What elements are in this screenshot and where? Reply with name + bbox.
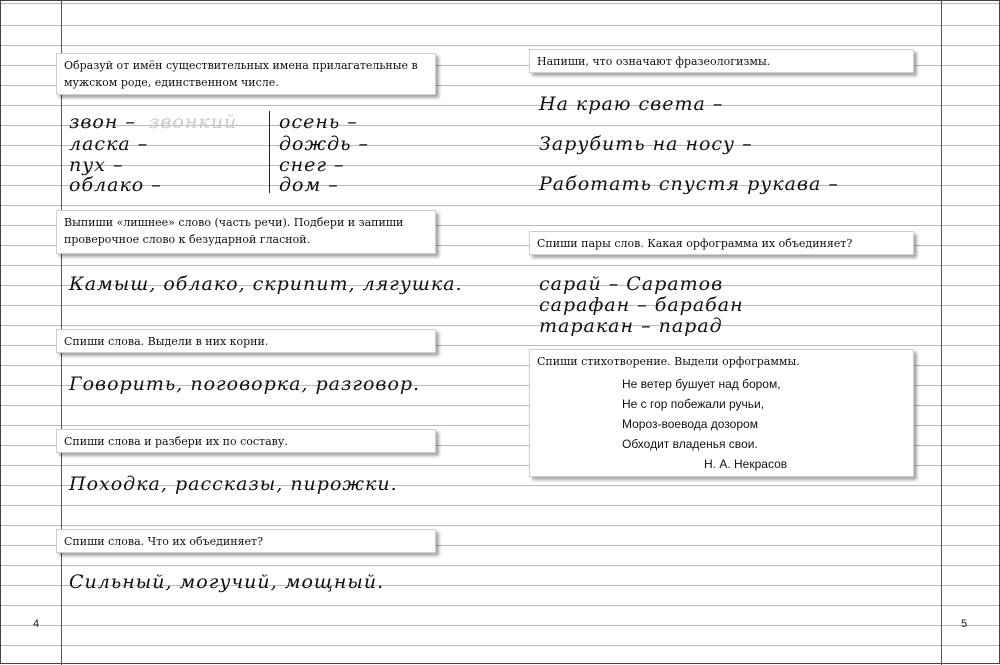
task2-handwritten-line: Камыш, облако, скрипит, лягушка. <box>69 273 463 295</box>
task7-instruction: Спиши пары слов. Какая орфограмма их объединяет? <box>537 237 853 250</box>
task6-instruction-box <box>529 49 914 73</box>
task7-pair-3: таракан – парад <box>539 315 723 337</box>
task5-instruction: Спиши слова. Что их объединяет? <box>64 535 264 548</box>
task3-instruction: Спиши слова. Выдели в них корни. <box>64 335 269 348</box>
task1-word-5: осень – <box>279 111 358 133</box>
task8-instruction: Спиши стихотворение. Выдели орфограммы. <box>537 355 800 368</box>
task1-word-7: снег – <box>279 154 345 176</box>
task1-instruction-box <box>56 53 436 95</box>
poem-author: Н. А. Некрасов <box>704 457 788 471</box>
task4-handwritten-line: Походка, рассказы, пирожки. <box>69 473 398 495</box>
right-margin-line <box>941 1 942 665</box>
task1-instruction: Образуй от имён существительных имена прилагательные в мужском роде, единственном числе. <box>64 59 418 89</box>
task6-idiom-3: Работать спустя рукава – <box>539 173 839 195</box>
task8-box <box>529 349 914 477</box>
task1-column-divider <box>269 111 270 193</box>
task7-pair-1: сарай – Саратов <box>539 273 724 295</box>
task3-instruction-box <box>56 329 436 353</box>
poem-line-1: Не ветер бушует над бором, <box>622 377 781 391</box>
task7-instruction-box <box>529 231 914 255</box>
task1-word-2: ласка – <box>69 133 149 155</box>
task3-handwritten-line: Говорить, поговорка, разговор. <box>69 373 421 395</box>
task1-word-6: дождь – <box>279 133 370 155</box>
task6-idiom-1: На краю света – <box>539 93 724 115</box>
task6-instruction: Напиши, что означают фразеологизмы. <box>537 55 771 68</box>
page-number-left: 4 <box>33 618 40 630</box>
task1-example-answer: звонкий <box>149 111 238 133</box>
task1-word-4: облако – <box>69 174 162 196</box>
task4-instruction: Спиши слова и разбери их по составу. <box>64 435 288 448</box>
poem-line-3: Мороз-воевода дозором <box>622 417 758 431</box>
task6-idiom-2: Зарубить на носу – <box>539 133 753 155</box>
task4-instruction-box <box>56 429 436 453</box>
task5-handwritten-line: Сильный, могучий, мощный. <box>69 571 385 593</box>
poem-line-4: Обходит владенья свои. <box>622 437 758 451</box>
task1-word-8: дом – <box>279 174 339 196</box>
task7-pair-2: сарафан – барабан <box>539 294 744 316</box>
page-number-right: 5 <box>961 618 968 630</box>
task2-instruction-box <box>56 210 436 254</box>
task5-instruction-box <box>56 529 436 553</box>
poem-line-2: Не с гор побежали ручьи, <box>622 397 765 411</box>
task1-word-1: звон – <box>69 111 136 133</box>
task2-instruction: Выпиши «лишнее» слово (часть речи). Подбери и запиши проверочное слово к безударной гласной. <box>64 216 404 246</box>
poem <box>622 374 906 474</box>
task1-word-3: пух – <box>69 154 124 176</box>
